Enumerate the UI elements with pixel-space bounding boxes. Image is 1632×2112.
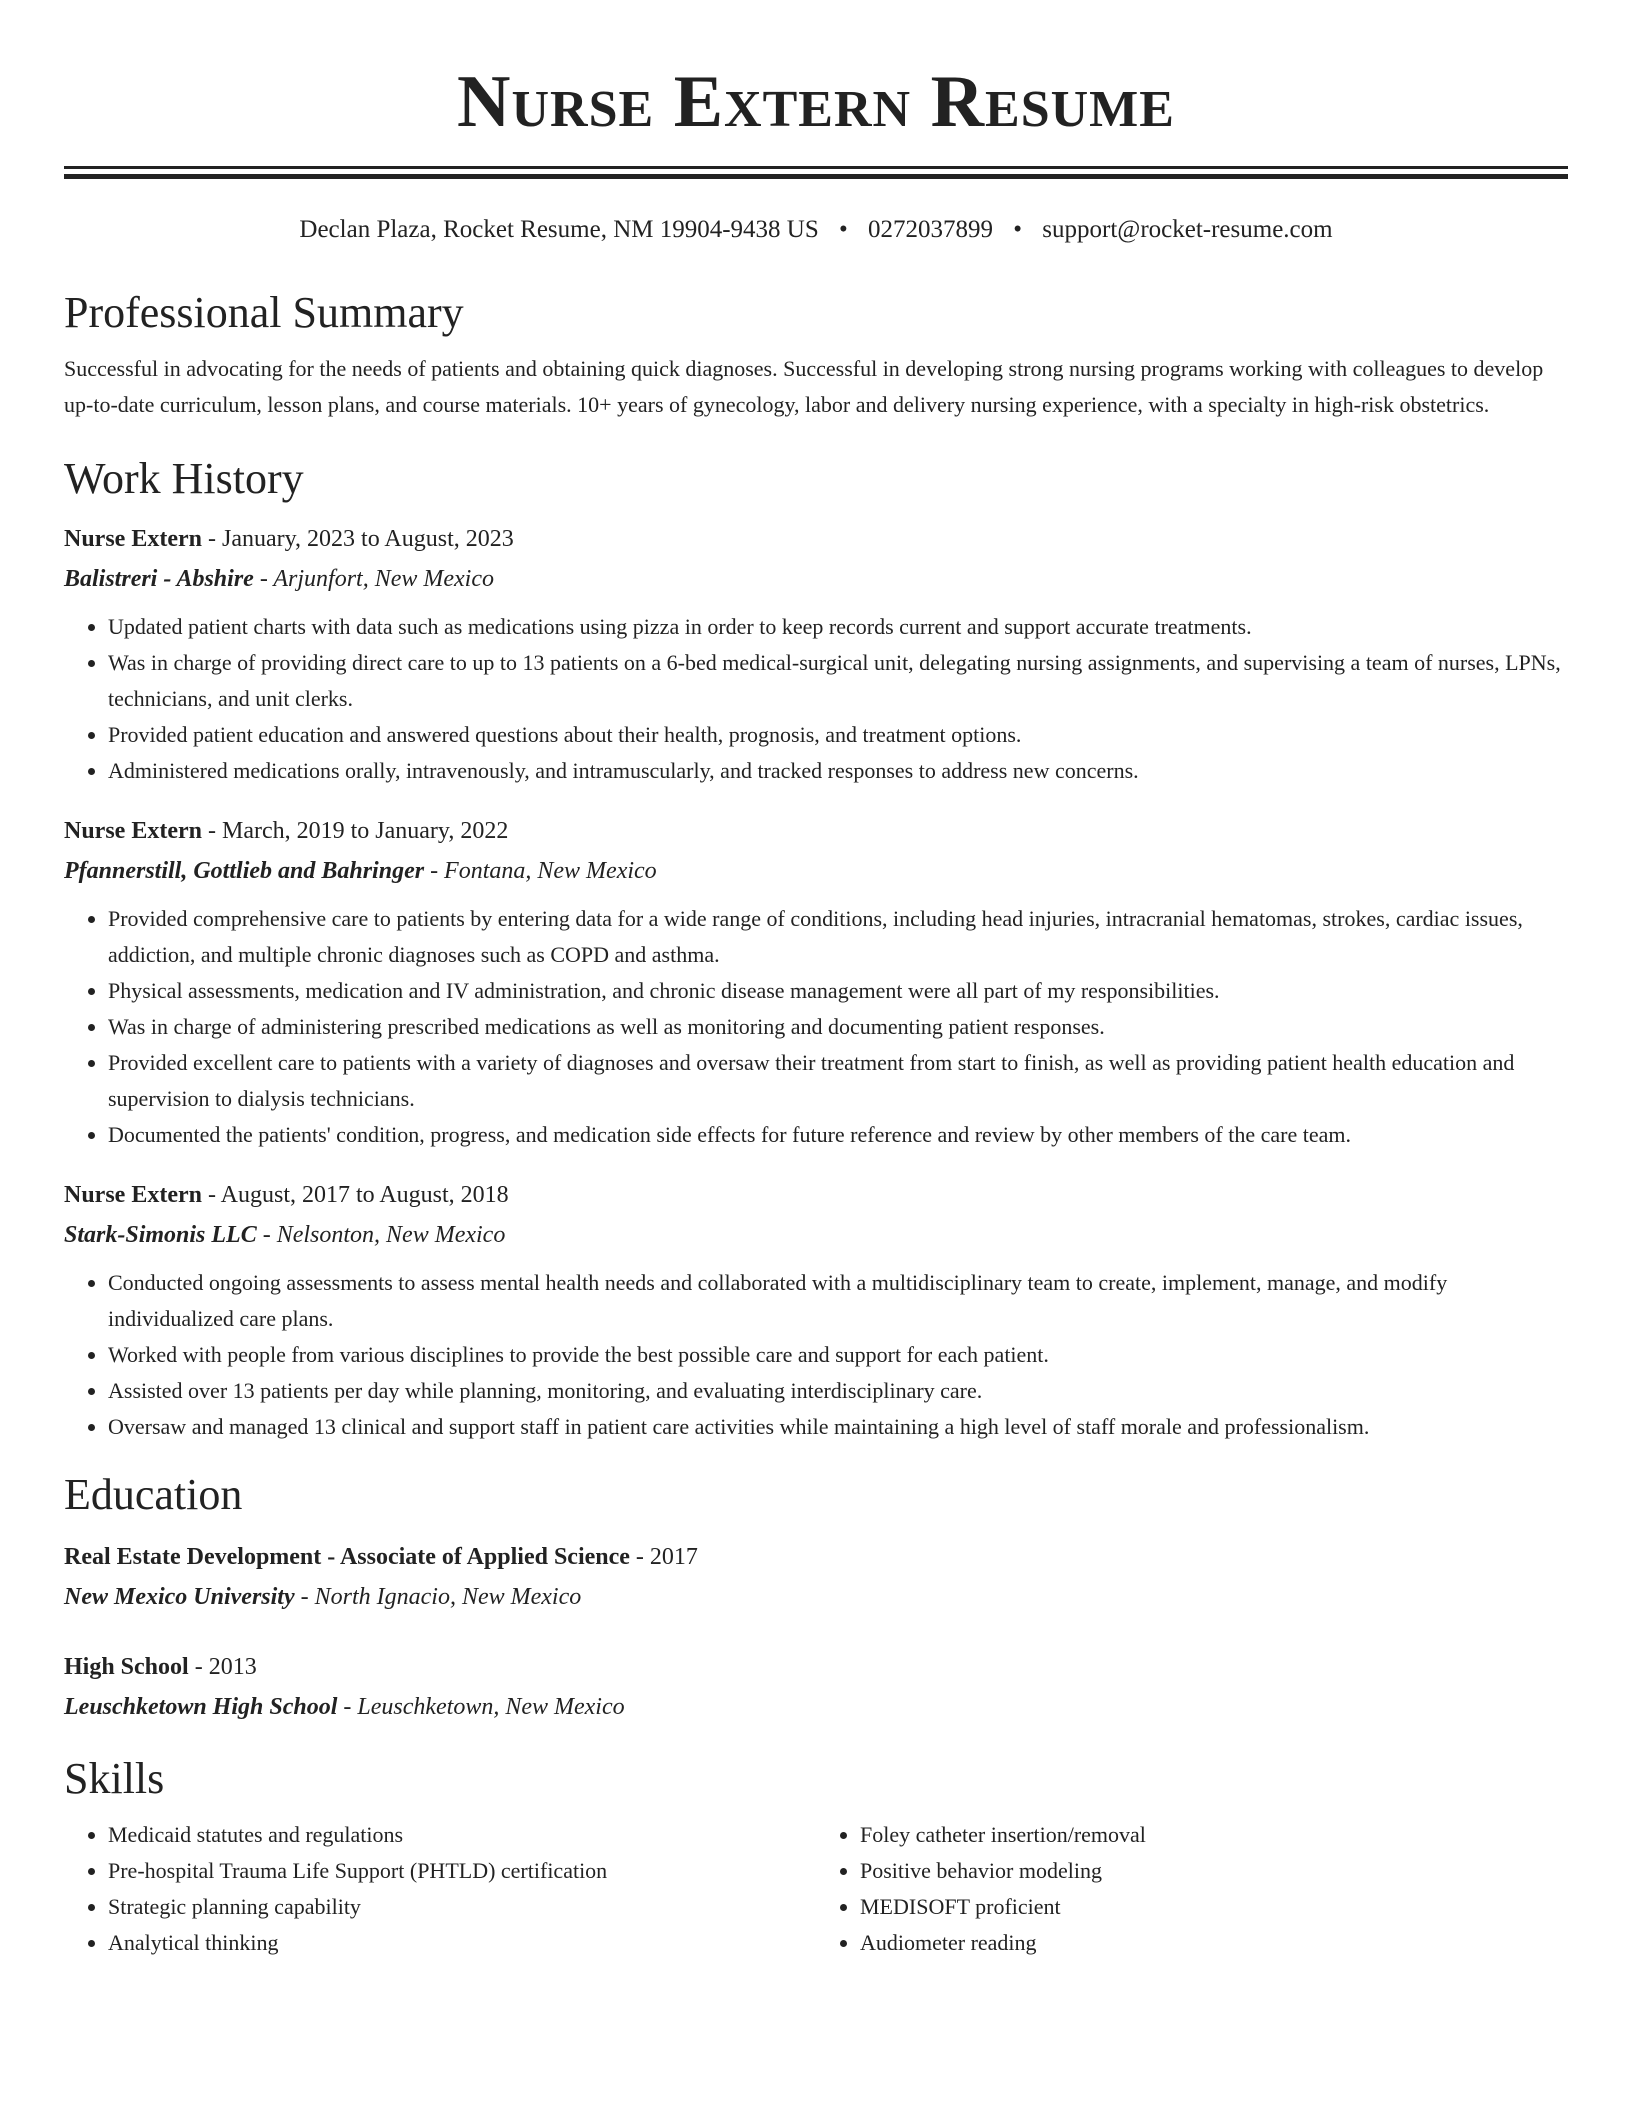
company-name: Stark-Simonis LLC [64,1222,257,1248]
job-bullet: • Was in charge of providing direct care to up to 13 patients on a 6-bed medical-surgical unit, delegating nursing assignments, and supervising a team of nurses, LPNs, technicians, and unit clerks. [108,645,1568,717]
summary-text: Successful in advocating for the needs of patients and obtaining quick diagnoses. Successful in developing strong nursing programs working with colleagues to develop up-to-date curriculum, lesson plans, and course materials. 10+ years of gynecology, labor and delivery nursing experience, with a specialty in high-risk obstetrics. [64,356,1544,417]
contact-separator: • [839,216,848,243]
company-name: Pfannerstill, Gottlieb and Bahringer [64,858,425,884]
education-school [64,1687,1568,1727]
job-bullet: • Worked with people from various disciplines to provide the best possible care and support for each patient. [108,1337,1568,1373]
degree-name: Real Estate Development - Associate of Applied Science [64,1544,630,1570]
resume-title: Nurse Extern Resume [457,61,1175,143]
skill-item: • Strategic planning capability [108,1889,816,1925]
contact-address: Declan Plaza, Rocket Resume, NM 19904-9438 US [299,216,819,243]
job-bullet: • Administered medications orally, intravenously, and intramuscularly, and tracked responses to address new concerns. [108,753,1568,789]
job-title: Nurse Extern [64,1182,202,1208]
job-title: Nurse Extern [64,526,202,552]
education-entry [64,1537,1568,1617]
summary-heading: Professional Summary [64,288,464,337]
school-name: Leuschketown High School [64,1694,338,1720]
skill-item: • Analytical thinking [108,1925,816,1961]
job-bullets [64,609,1568,789]
job-title: Nurse Extern [64,818,202,844]
education-header [64,1647,1568,1687]
skills-column-right [816,1817,1568,1961]
education-entry [64,1647,1568,1727]
contact-separator: • [1013,216,1023,243]
job-employer [64,559,1568,599]
job-bullet: • Conducted ongoing assessments to assess mental health needs and collaborated with a multidisciplinary team to create, implement, manage, and modify individualized care plans. [108,1265,1568,1337]
job-bullet: • Physical assessments, medication and IV administration, and chronic disease management were all part of my responsibilities. [108,973,1568,1009]
skills-heading: Skills [64,1754,165,1803]
skill-item: • MEDISOFT proficient [860,1889,1568,1925]
school-location: - Leuschketown, New Mexico [337,1694,625,1720]
skills-column-left [64,1817,816,1961]
job-entry [64,1175,1568,1445]
job-entry [64,811,1568,1153]
company-name: Balistreri - Abshire [64,566,254,592]
job-bullet: • Oversaw and managed 13 clinical and support staff in patient care activities while maintaining a high level of staff morale and professionalism. [108,1409,1568,1445]
education-heading: Education [64,1470,243,1519]
graduation-year: - 2017 [629,1544,698,1570]
contact-email: support@rocket-resume.com [1042,216,1333,243]
job-dates: - August, 2017 to August, 2018 [201,1182,509,1208]
job-bullets [64,901,1568,1153]
job-header [64,1175,1568,1215]
job-bullet: • Documented the patients' condition, progress, and medication side effects for future reference and review by other members of the care team. [108,1117,1568,1153]
job-employer [64,1215,1568,1255]
title-divider-bottom [64,174,1568,179]
school-location: - North Ignacio, New Mexico [294,1584,582,1610]
job-bullet: • Provided excellent care to patients with a variety of diagnoses and oversaw their treatment from start to finish, as well as providing patient health education and supervision to dialysis technicians. [108,1045,1568,1117]
job-header [64,519,1568,559]
job-dates: - March, 2019 to January, 2022 [201,818,509,844]
graduation-year: - 2013 [188,1654,257,1680]
skills-grid [64,1817,1568,1961]
education-header [64,1537,1568,1577]
skill-item: • Audiometer reading [860,1925,1568,1961]
job-bullet: • Assisted over 13 patients per day while planning, monitoring, and evaluating interdisciplinary care. [108,1373,1568,1409]
work-history-heading: Work History [64,454,304,503]
job-dates: - January, 2023 to August, 2023 [201,526,514,552]
school-name: New Mexico University [64,1584,295,1610]
job-entry [64,519,1568,789]
company-location: - Nelsonton, New Mexico [256,1222,506,1248]
contact-phone: 0272037899 [868,216,994,243]
job-header [64,811,1568,851]
skill-item: • Foley catheter insertion/removal [860,1817,1568,1853]
title-divider-top [64,166,1568,169]
company-location: - Fontana, New Mexico [424,858,657,884]
contact-line [64,213,1568,247]
job-bullet: • Updated patient charts with data such as medications using pizza in order to keep records current and support accurate treatments. [108,609,1568,645]
education-school [64,1577,1568,1617]
job-bullet: • Was in charge of administering prescribed medications as well as monitoring and documenting patient responses. [108,1009,1568,1045]
job-bullet: • Provided patient education and answered questions about their health, prognosis, and treatment options. [108,717,1568,753]
company-location: - Arjunfort, New Mexico [253,566,494,592]
skill-item: • Pre-hospital Trauma Life Support (PHTLD) certification [108,1853,816,1889]
degree-name: High School [64,1654,189,1680]
job-employer [64,851,1568,891]
job-bullet: • Provided comprehensive care to patients by entering data for a wide range of conditions, including head injuries, intracranial hematomas, strokes, cardiac issues, addiction, and multiple chronic diagnoses such as COPD and asthma. [108,901,1568,973]
skill-item: • Medicaid statutes and regulations [108,1817,816,1853]
job-bullets [64,1265,1568,1445]
skill-item: • Positive behavior modeling [860,1853,1568,1889]
